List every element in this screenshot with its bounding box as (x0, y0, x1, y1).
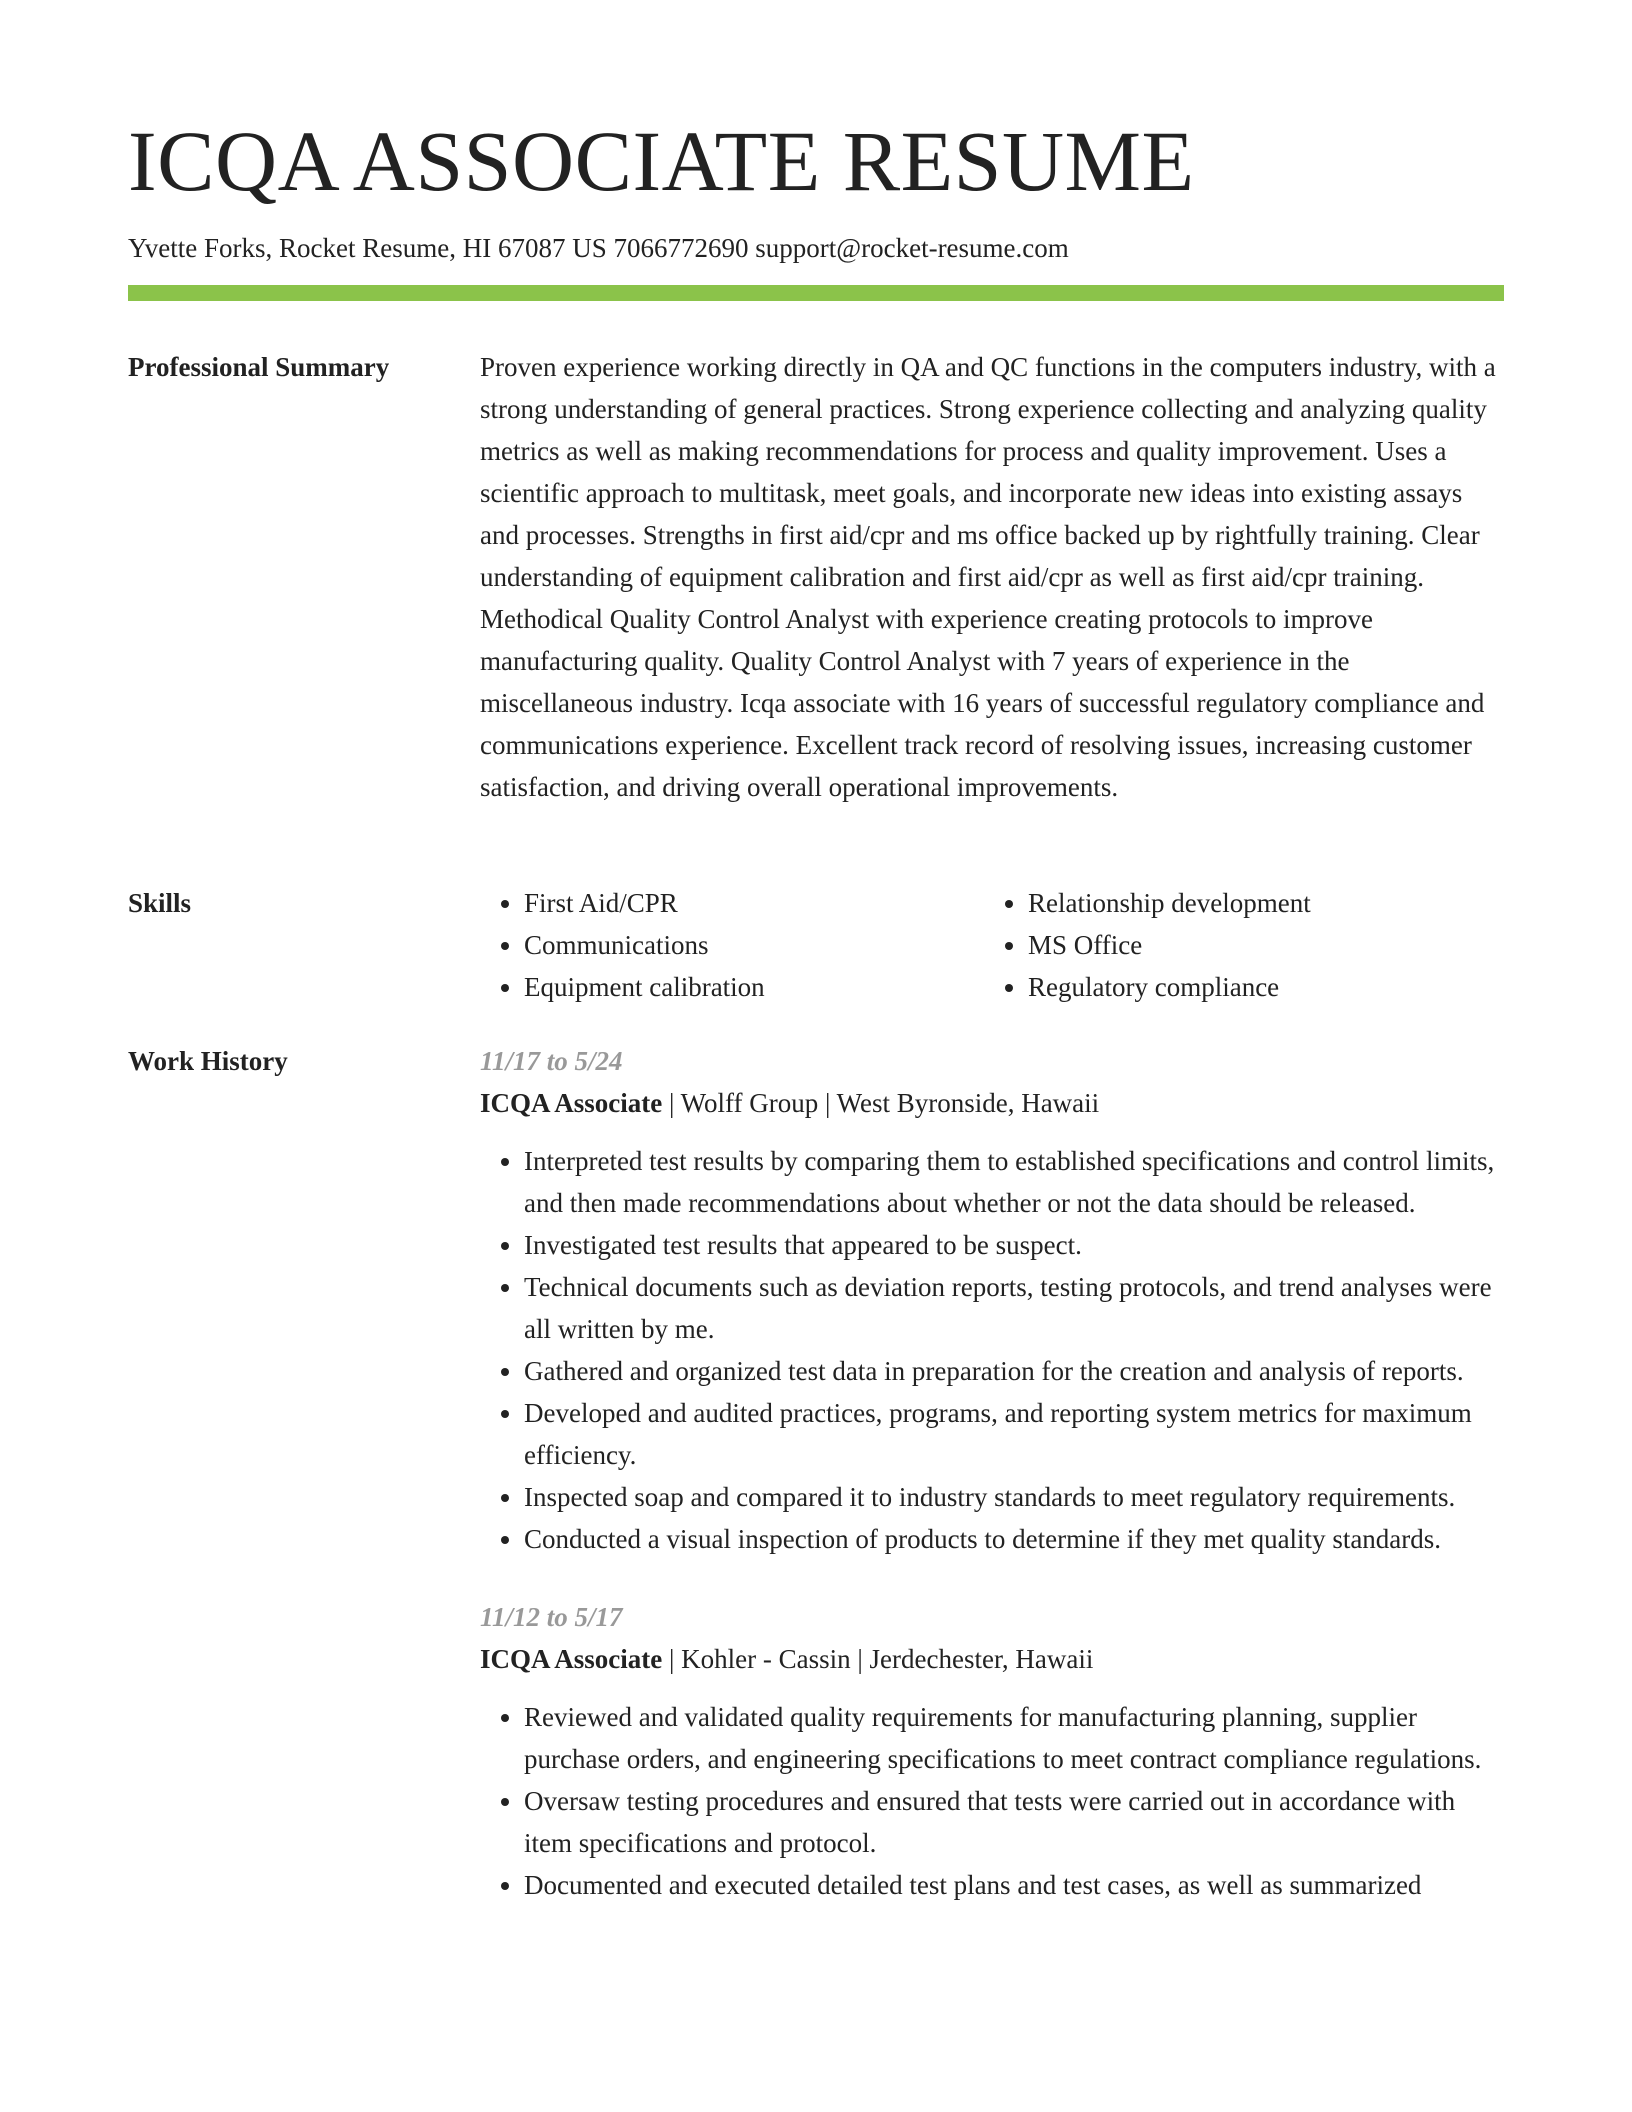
skills-column-1 (480, 882, 984, 1008)
skills-column-2 (984, 882, 1488, 1008)
section-label-work-history: Work History (128, 1046, 288, 1076)
job-title: ICQA Associate (480, 1644, 663, 1674)
job-dates: 11/12 to 5/17 (480, 1602, 623, 1632)
section-label-summary: Professional Summary (128, 352, 390, 382)
section-label-skills: Skills (128, 888, 192, 918)
job-title: ICQA Associate (480, 1088, 663, 1118)
work-history-body (480, 1040, 1504, 1942)
job-bullet: • Developed and audited practices, programs, and reporting system metrics for maximum efficiency. (524, 1392, 1504, 1476)
summary-text: Proven experience working directly in QA and QC functions in the computers industry, with a strong understanding of general practices. Strong experience collecting and analyzing quality metrics as well as making recommendations for process and quality improvement. Uses a scientific approach to multitask, meet goals, and incorporate new ideas into existing assays and processes. Strengths in first aid/cpr and ms office backed up by rightfully training. Clear understanding of equipment calibration and first aid/cpr as well as first aid/cpr training. Methodical Quality Control Analyst with experience creating protocols to improve manufacturing quality. Quality Control Analyst with 7 years of experience in the miscellaneous industry. Icqa associate with 16 years of successful regulatory compliance and communications experience. Excellent track record of resolving issues, increasing customer satisfaction, and driving overall operational improvements. (480, 352, 1496, 802)
contact-info: Yvette Forks, Rocket Resume, HI 67087 US 7066772690 support@rocket-resume.com (128, 233, 1069, 263)
job-entry (480, 1596, 1504, 1906)
job-bullet: • Gathered and organized test data in preparation for the creation and analysis of reports. (524, 1350, 1504, 1392)
job-bullet: • Documented and executed detailed test plans and test cases, as well as summarized (524, 1864, 1504, 1906)
skill-item: • Regulatory compliance (1028, 966, 1488, 1008)
job-bullet: • Technical documents such as deviation reports, testing protocols, and trend analyses were all written by me. (524, 1266, 1504, 1350)
job-bullet: • Investigated test results that appeared to be suspect. (524, 1224, 1504, 1266)
skill-item: • Communications (524, 924, 984, 966)
skill-item: • MS Office (1028, 924, 1488, 966)
job-company-location: | Wolff Group | West Byronside, Hawaii (662, 1088, 1100, 1118)
resume-title: ICQA ASSOCIATE RESUME (128, 113, 1195, 209)
job-bullet: • Inspected soap and compared it to industry standards to meet regulatory requirements. (524, 1476, 1504, 1518)
header-divider (128, 285, 1504, 301)
job-heading (480, 1638, 1504, 1680)
job-heading (480, 1082, 1504, 1124)
skill-item: • Relationship development (1028, 882, 1488, 924)
skill-item: • Equipment calibration (524, 966, 984, 1008)
skill-item: • First Aid/CPR (524, 882, 984, 924)
job-bullet: • Reviewed and validated quality requirements for manufacturing planning, supplier purchase orders, and engineering specifications to meet contract compliance regulations. (524, 1696, 1504, 1780)
summary-body (480, 346, 1504, 808)
job-bullet: • Oversaw testing procedures and ensured that tests were carried out in accordance with item specifications and protocol. (524, 1780, 1504, 1864)
job-bullet: • Interpreted test results by comparing them to established specifications and control limits, and then made recommendations about whether or not the data should be released. (524, 1140, 1504, 1224)
job-bullet: • Conducted a visual inspection of products to determine if they met quality standards. (524, 1518, 1504, 1560)
job-entry (480, 1040, 1504, 1560)
job-bullets (480, 1696, 1504, 1906)
skills-body (480, 882, 1504, 1008)
job-company-location: | Kohler - Cassin | Jerdechester, Hawaii (662, 1644, 1094, 1674)
job-dates: 11/17 to 5/24 (480, 1046, 623, 1076)
job-bullets (480, 1140, 1504, 1560)
